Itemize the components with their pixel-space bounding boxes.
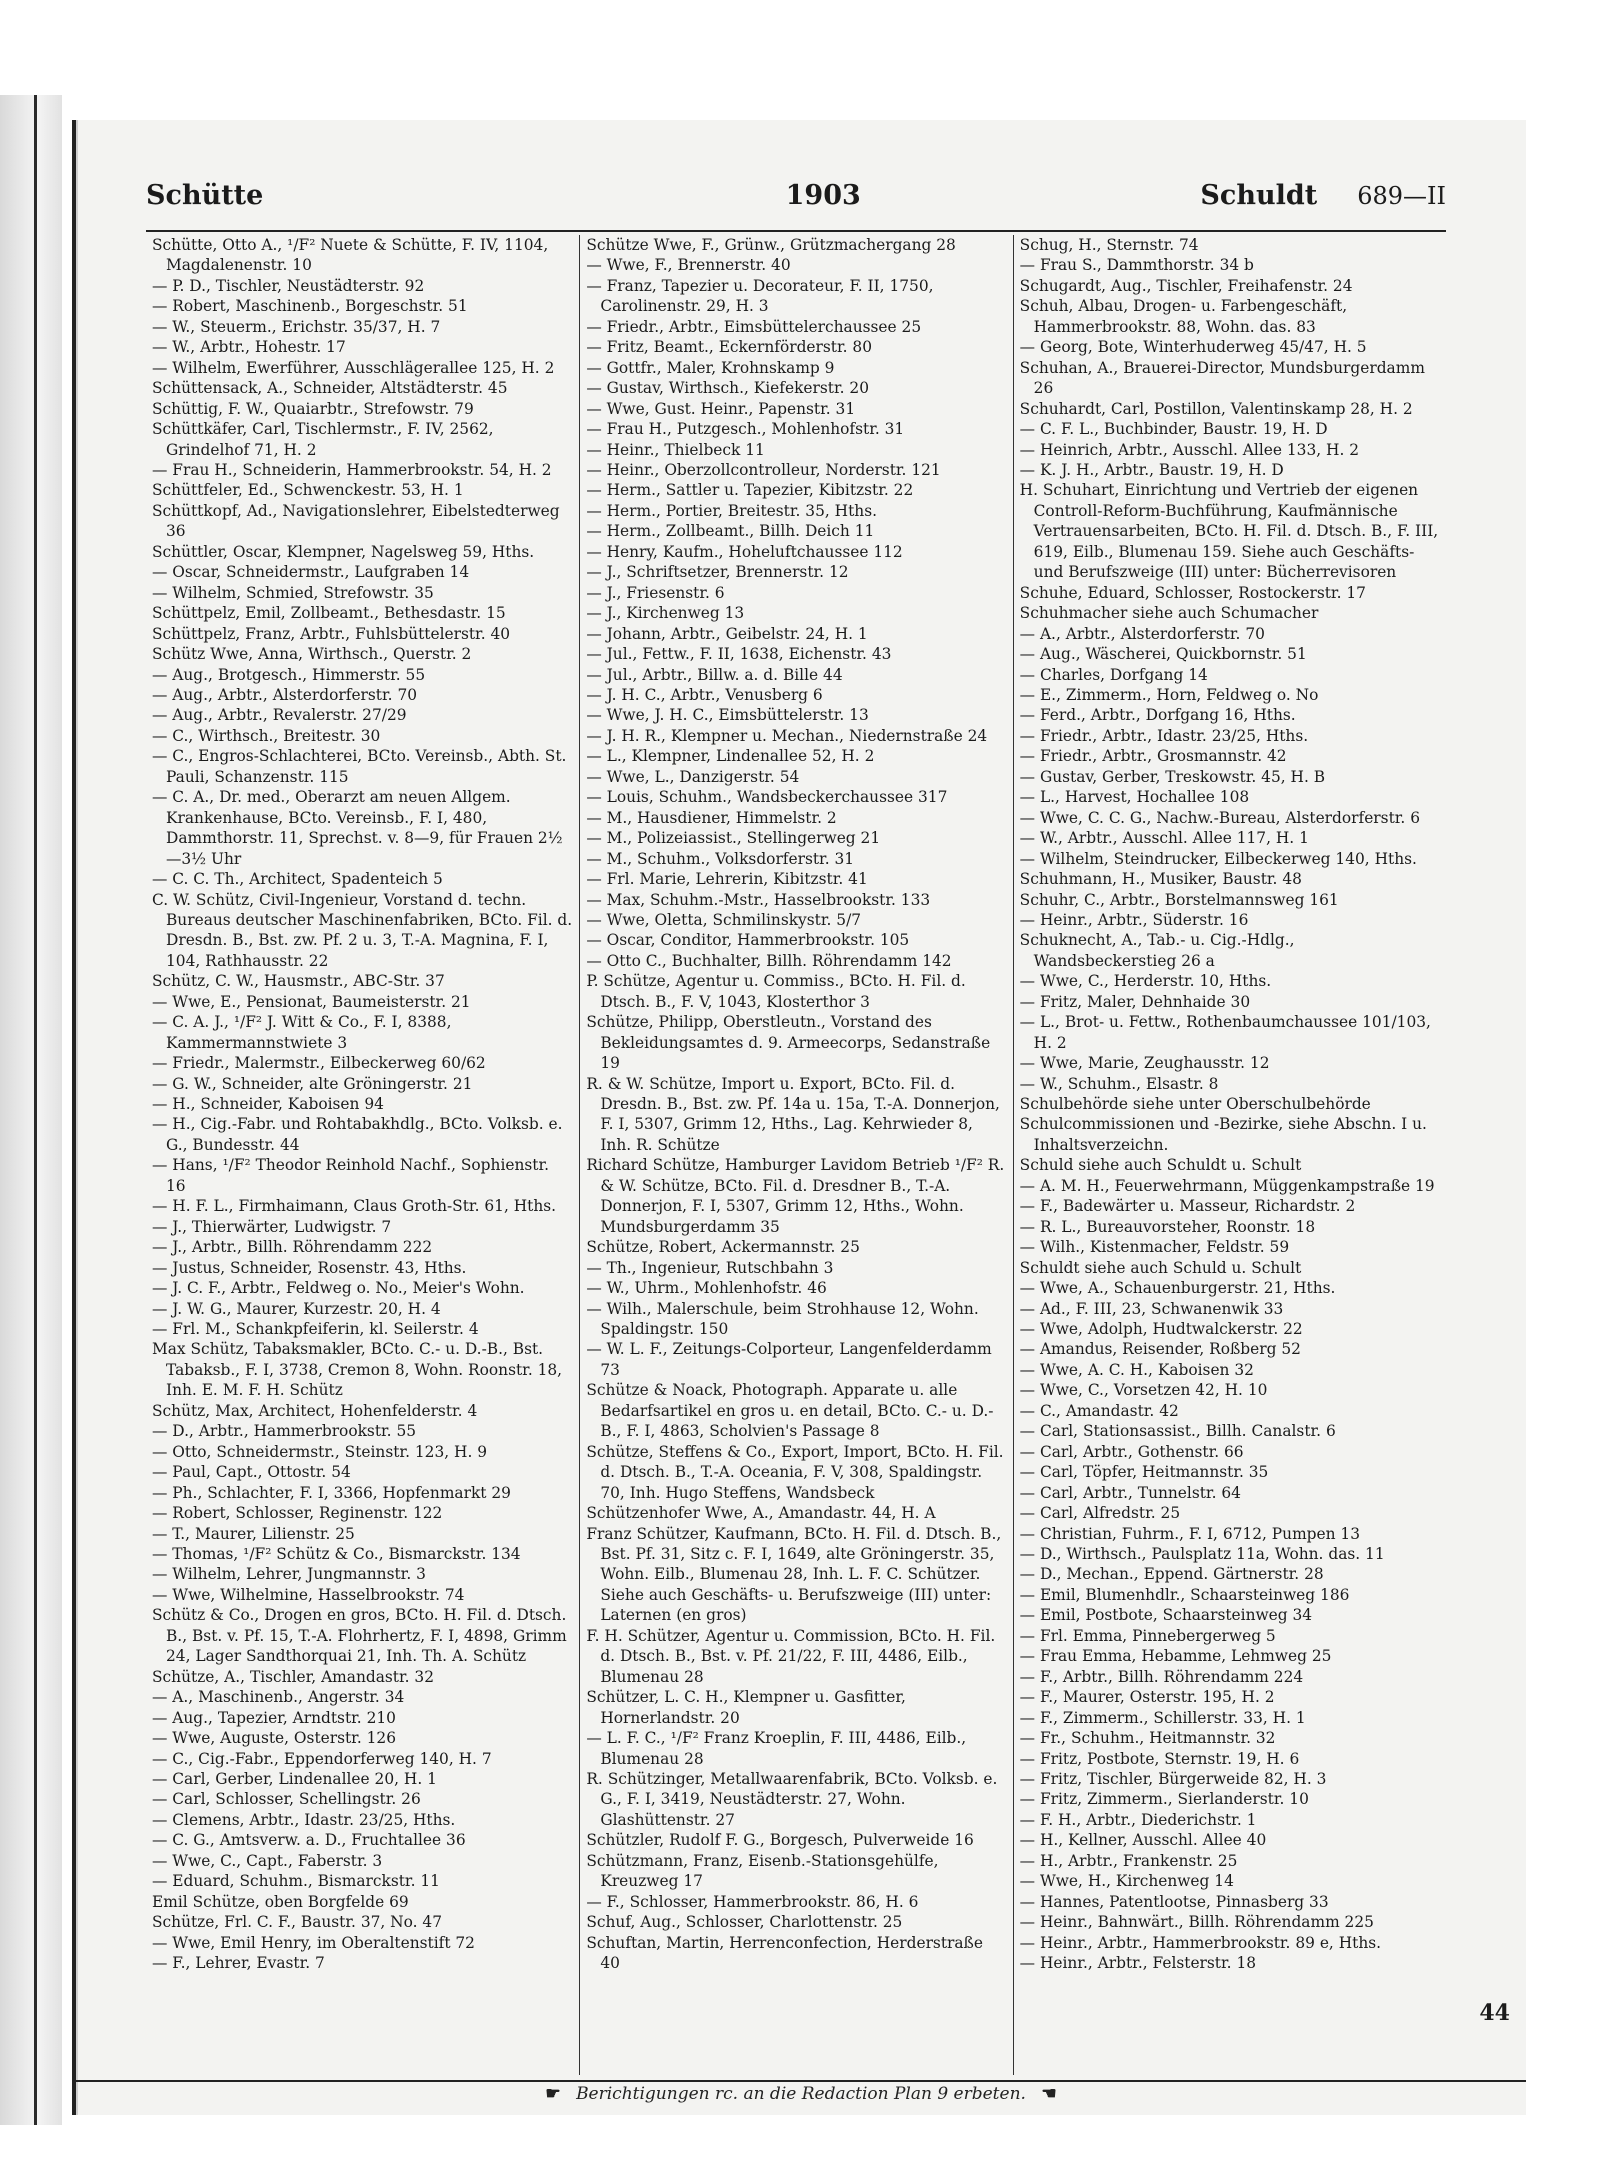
header-first-entry: Schütte (146, 180, 264, 211)
directory-entry: — Wwe, Adolph, Hudtwalckerstr. 22 (1019, 1320, 1303, 1339)
directory-entry: Schug, H., Sternstr. 74 (1019, 236, 1199, 254)
directory-entry: Schütz Wwe, Anna, Wirthsch., Querstr. 2 (152, 645, 472, 664)
directory-entry: Schützler, Rudolf F. G., Borgesch, Pulverweide 16 (586, 1831, 974, 1850)
directory-entry: — C. C. Th., Architect, Spadenteich 5 (152, 870, 443, 889)
directory-entry: — Heinr., Arbtr., Hammerbrookstr. 89 e, Hths. (1019, 1933, 1382, 1952)
directory-entry: — Franz, Tapezier u. Decorateur, F. II, 1750, Carolinenstr. 29, H. 3 (586, 276, 934, 316)
directory-entry: — Wwe, C., Vorsetzen 42, H. 10 (1019, 1381, 1268, 1400)
directory-entry: — Henry, Kaufm., Hoheluftchaussee 112 (586, 542, 903, 561)
directory-entry: Franz Schützer, Kaufmann, BCto. H. Fil. d. Dtsch. B., Bst. Pf. 31, Sitz c. F. I, 1649, alte Gröningerstr. 35, Wohn. Eilb., Blumenau 28, Inh. L. F. C. Schützer. Siehe auch Geschäfts- u. Berufszweige (III) unter: Laternen (en gros) (586, 1524, 1002, 1625)
directory-entry: — Friedr., Arbtr., Eimsbüttelerchaussee 25 (586, 317, 922, 336)
directory-entry: — Jul., Fettw., F. II, 1638, Eichenstr. 43 (586, 645, 892, 664)
page-header (146, 180, 1446, 232)
directory-entry: — Carl, Alfredstr. 25 (1019, 1504, 1181, 1523)
directory-entry: — Wwe, Oletta, Schmilinskystr. 5/7 (586, 910, 862, 929)
directory-entry: — Jul., Arbtr., Billw. a. d. Bille 44 (586, 665, 843, 684)
directory-entry: — W., Arbtr., Hohestr. 17 (152, 338, 346, 357)
directory-entry: — Wwe, F., Brennerstr. 40 (586, 256, 791, 275)
directory-entry: — Carl, Schlosser, Schellingstr. 26 (152, 1790, 421, 1809)
signature-mark: 44 (1479, 2000, 1510, 2026)
directory-entry: Schulbehörde siehe unter Oberschulbehörde (1019, 1095, 1371, 1114)
directory-entry: — Aug., Brotgesch., Himmerstr. 55 (152, 665, 426, 684)
directory-entry: — Friedr., Malermstr., Eilbeckerweg 60/62 (152, 1054, 486, 1073)
directory-entry: — Amandus, Reisender, Roßberg 52 (1019, 1340, 1301, 1359)
directory-entry: Schützmann, Franz, Eisenb.-Stationsgehülfe, Kreuzweg 17 (586, 1851, 939, 1891)
directory-entry: — J., Friesenstr. 6 (586, 583, 725, 602)
directory-entry: — C. A., Dr. med., Oberarzt am neuen Allgem. Krankenhause, BCto. Vereinsb., F. I, 480, Dammthorstr. 11, Sprechst. v. 8—9, für Frauen 2½—3½ Uhr (152, 788, 563, 868)
directory-entry: Richard Schütze, Hamburger Lavidom Betrieb ¹/F² R. & W. Schütze, BCto. Fil. d. Dresdner B., T.-A. Donnerjon, F. I, 5307, Grimm 12, Hths., Wohn. Mundsburgerdamm 35 (586, 1156, 1005, 1236)
directory-entry: Schuf, Aug., Schlosser, Charlottenstr. 25 (586, 1913, 903, 1932)
directory-entry: P. Schütze, Agentur u. Commiss., BCto. H. Fil. d. Dtsch. B., F. V, 1043, Klosterthor 3 (586, 972, 966, 1011)
directory-entry: — Wwe, Marie, Zeughausstr. 12 (1019, 1054, 1270, 1073)
directory-entry: — Wwe, E., Pensionat, Baumeisterstr. 21 (152, 992, 471, 1011)
directory-entry: — Wwe, A. C. H., Kaboisen 32 (1019, 1360, 1254, 1379)
directory-entry: Schuh, Albau, Drogen- u. Farbengeschäft, Hammerbrookstr. 88, Wohn. das. 83 (1019, 297, 1348, 336)
header-right (1200, 180, 1446, 211)
directory-page (72, 120, 1526, 2115)
directory-entry: — A. M. H., Feuerwehrmann, Müggenkampstraße 19 (1019, 1176, 1435, 1195)
directory-entry: — Otto, Schneidermstr., Steinstr. 123, H. 9 (152, 1442, 488, 1461)
directory-entry: Schüttpelz, Franz, Arbtr., Fuhlsbüttelerstr. 40 (152, 624, 511, 643)
directory-entry: — Robert, Maschinenb., Borgeschstr. 51 (152, 297, 468, 316)
directory-entry: — Herm., Zollbeamt., Billh. Deich 11 (586, 522, 875, 541)
directory-entry: — Friedr., Arbtr., Grosmannstr. 42 (1019, 747, 1287, 766)
header-year: 1903 (785, 180, 861, 211)
directory-entry: — R. L., Bureauvorsteher, Roonstr. 18 (1019, 1217, 1316, 1236)
directory-entry: Schütz, Max, Architect, Hohenfelderstr. 4 (152, 1401, 478, 1420)
pointing-hand-left-icon: ☛ (545, 2084, 561, 2104)
directory-entry: Schuhmann, H., Musiker, Baustr. 48 (1019, 870, 1302, 889)
directory-entry: — Georg, Bote, Winterhuderweg 45/47, H. 5 (1019, 338, 1367, 357)
directory-entry: — Wwe, H., Kirchenweg 14 (1019, 1872, 1234, 1891)
directory-entry: — J., Schriftsetzer, Brennerstr. 12 (586, 563, 849, 582)
directory-entry: — Robert, Schlosser, Reginenstr. 122 (152, 1504, 443, 1523)
directory-entry: — J. W. G., Maurer, Kurzestr. 20, H. 4 (152, 1299, 441, 1318)
directory-entry: — Heinr., Bahnwärt., Billh. Röhrendamm 225 (1019, 1913, 1374, 1932)
directory-entry: — Fritz, Zimmerm., Sierlanderstr. 10 (1019, 1790, 1309, 1809)
directory-entry: — F., Lehrer, Evastr. 7 (152, 1954, 325, 1973)
directory-entry: — Gustav, Gerber, Treskowstr. 45, H. B (1019, 767, 1326, 786)
directory-entry: — F., Zimmerm., Schillerstr. 33, H. 1 (1019, 1708, 1306, 1727)
directory-entry: — Emil, Blumenhdlr., Schaarsteinweg 186 (1019, 1585, 1350, 1604)
directory-entry: Schüttpelz, Emil, Zollbeamt., Bethesdastr. 15 (152, 604, 506, 623)
directory-entry: — C. G., Amtsverw. a. D., Fruchtallee 36 (152, 1831, 466, 1850)
directory-entry: — L., Klempner, Lindenallee 52, H. 2 (586, 747, 875, 766)
directory-entry: Schuhardt, Carl, Postillon, Valentinskamp 28, H. 2 (1019, 399, 1413, 418)
directory-entry: — Frl. M., Schankpfeiferin, kl. Seilerstr. 4 (152, 1320, 479, 1339)
directory-entry: — Aug., Tapezier, Arndtstr. 210 (152, 1708, 396, 1727)
directory-entry: — Wilhelm, Schmied, Strefowstr. 35 (152, 583, 434, 602)
directory-entry: Schuhr, C., Arbtr., Borstelmannsweg 161 (1019, 890, 1339, 909)
directory-entry: — Carl, Stationsassist., Billh. Canalstr. 6 (1019, 1422, 1336, 1441)
directory-entry: — Max, Schuhm.-Mstr., Hasselbrookstr. 133 (586, 890, 931, 909)
directory-entry: — Herm., Sattler u. Tapezier, Kibitzstr. 22 (586, 481, 914, 500)
directory-entry: Schulcommissionen und -Bezirke, siehe Abschn. I u. Inhaltsverzeichn. (1019, 1115, 1427, 1154)
directory-entry: Schuftan, Martin, Herrenconfection, Herderstraße 40 (586, 1933, 983, 1973)
directory-entry: — Heinr., Arbtr., Felsterstr. 18 (1019, 1954, 1257, 1973)
directory-entry: — J., Thierwärter, Ludwigstr. 7 (152, 1217, 392, 1236)
directory-entry: — Paul, Capt., Ottostr. 54 (152, 1463, 351, 1482)
directory-entry: — G. W., Schneider, alte Gröningerstr. 21 (152, 1074, 473, 1093)
directory-entry: Schugardt, Aug., Tischler, Freihafenstr. 24 (1019, 276, 1353, 295)
directory-entry: — Hannes, Patentlootse, Pinnasberg 33 (1019, 1892, 1329, 1911)
directory-entry: — Wwe, Auguste, Osterstr. 126 (152, 1729, 397, 1748)
directory-entry: — E., Zimmerm., Horn, Feldweg o. No (1019, 685, 1319, 704)
directory-entry: Schüttler, Oscar, Klempner, Nagelsweg 59, Hths. (152, 542, 535, 561)
directory-entry: — A., Arbtr., Alsterdorferstr. 70 (1019, 624, 1265, 643)
directory-entry: — K. J. H., Arbtr., Baustr. 19, H. D (1019, 460, 1284, 479)
directory-entry: — Oscar, Conditor, Hammerbrookstr. 105 (586, 931, 910, 950)
directory-entry: — W., Steuerm., Erichstr. 35/37, H. 7 (152, 317, 441, 336)
directory-entry: Schütz, C. W., Hausmstr., ABC-Str. 37 (152, 972, 445, 991)
directory-entry: — H., Schneider, Kaboisen 94 (152, 1095, 384, 1114)
directory-entry: F. H. Schützer, Agentur u. Commission, BCto. H. Fil. d. Dtsch. B., Bst. v. Pf. 21/22, F. III, 4486, Eilb., Blumenau 28 (586, 1626, 996, 1686)
directory-entry: Schütze, Frl. C. F., Baustr. 37, No. 47 (152, 1913, 443, 1932)
directory-entry: — Wilhelm, Ewerführer, Ausschlägerallee 125, H. 2 (152, 358, 555, 377)
directory-entry: — Frau Emma, Hebamme, Lehmweg 25 (1019, 1647, 1332, 1666)
directory-entry: — Frau H., Schneiderin, Hammerbrookstr. 54, H. 2 (152, 460, 552, 479)
directory-entry: — L., Harvest, Hochallee 108 (1019, 788, 1250, 807)
directory-entry: — H. F. L., Firmhaimann, Claus Groth-Str. 61, Hths. (152, 1197, 557, 1216)
directory-entry: — F., Arbtr., Billh. Röhrendamm 224 (1019, 1667, 1304, 1686)
directory-entry: R. Schützinger, Metallwaarenfabrik, BCto. Volksb. e. G., F. I, 3419, Neustädterstr. 27, Wohn. Glashüttenstr. 27 (586, 1769, 998, 1829)
directory-entry: — F., Badewärter u. Masseur, Richardstr. 2 (1019, 1197, 1356, 1216)
directory-entry: — Hans, ¹/F² Theodor Reinhold Nachf., Sophienstr. 16 (152, 1156, 550, 1195)
directory-entry: — W. L. F., Zeitungs-Colporteur, Langenfelderdamm 73 (586, 1340, 992, 1379)
directory-entry: — Wilh., Malerschule, beim Strohhause 12, Wohn. Spaldingstr. 150 (586, 1299, 979, 1339)
directory-entry: — L. F. C., ¹/F² Franz Kroeplin, F. III, 4486, Eilb., Blumenau 28 (586, 1729, 967, 1768)
directory-entry: — Aug., Arbtr., Alsterdorferstr. 70 (152, 685, 418, 704)
directory-entry: — M., Polizeiassist., Stellingerweg 21 (586, 829, 881, 848)
header-last-entry: Schuldt (1200, 180, 1318, 211)
directory-entry: — H., Arbtr., Frankenstr. 25 (1019, 1851, 1238, 1870)
directory-entry: — Heinr., Thielbeck 11 (586, 440, 765, 459)
directory-entry: Schütze, Steffens & Co., Export, Import, BCto. H. Fil. d. Dtsch. B., T.-A. Oceania, F. V, 308, Spaldingstr. 70, Inh. Hugo Steffens, Wandsbeck (586, 1442, 1004, 1502)
directory-entry: Schützenhofer Wwe, A., Amandastr. 44, H. A (586, 1504, 936, 1523)
directory-entry: — Clemens, Arbtr., Idastr. 23/25, Hths. (152, 1810, 456, 1829)
directory-entry: — Gottfr., Maler, Krohnskamp 9 (586, 358, 835, 377)
directory-entry: — W., Arbtr., Ausschl. Allee 117, H. 1 (1019, 829, 1309, 848)
directory-entry: — Wwe, L., Danzigerstr. 54 (586, 767, 800, 786)
directory-entry: Schütze, A., Tischler, Amandastr. 32 (152, 1667, 435, 1686)
directory-entry: — Wwe, C., Capt., Faberstr. 3 (152, 1851, 383, 1870)
directory-entry: — Heinr., Oberzollcontrolleur, Norderstr. 121 (586, 460, 941, 479)
directory-entry: Schüttig, F. W., Quaiarbtr., Strefowstr. 79 (152, 399, 474, 418)
directory-entry: — Charles, Dorfgang 14 (1019, 665, 1208, 684)
directory-entry: — Aug., Wäscherei, Quickbornstr. 51 (1019, 645, 1307, 664)
directory-entry: — Fritz, Tischler, Bürgerweide 82, H. 3 (1019, 1769, 1327, 1788)
directory-entry: — J., Kirchenweg 13 (586, 604, 745, 623)
directory-entry: — Heinrich, Arbtr., Ausschl. Allee 133, H. 2 (1019, 440, 1360, 459)
directory-columns (146, 235, 1446, 2075)
directory-entry: — Wilhelm, Lehrer, Jungmannstr. 3 (152, 1565, 426, 1584)
directory-entry: — Eduard, Schuhm., Bismarckstr. 11 (152, 1872, 440, 1891)
directory-entry: Max Schütz, Tabaksmakler, BCto. C.- u. D.-B., Bst. Tabaksb., F. I, 3738, Cremon 8, Wohn. Roonstr. 18, Inh. E. M. F. H. Schütz (152, 1340, 563, 1400)
directory-entry: Schuld siehe auch Schuldt u. Schult (1019, 1156, 1302, 1175)
directory-entry: Emil Schütze, oben Borgfelde 69 (152, 1892, 409, 1911)
directory-entry: — Fritz, Maler, Dehnhaide 30 (1019, 992, 1251, 1011)
directory-entry: — Justus, Schneider, Rosenstr. 43, Hths. (152, 1258, 467, 1277)
directory-entry: — Wilhelm, Steindrucker, Eilbeckerweg 140, Hths. (1019, 849, 1417, 868)
directory-entry: — Emil, Postbote, Schaarsteinweg 34 (1019, 1606, 1313, 1625)
directory-entry: — Thomas, ¹/F² Schütz & Co., Bismarckstr. 134 (152, 1545, 521, 1563)
directory-entry: — Wwe, A., Schauenburgerstr. 21, Hths. (1019, 1279, 1336, 1298)
directory-entry: — Ferd., Arbtr., Dorfgang 16, Hths. (1019, 706, 1296, 725)
directory-entry: — Otto C., Buchhalter, Billh. Röhrendamm 142 (586, 951, 952, 970)
directory-entry: — Frl. Emma, Pinnebergerweg 5 (1019, 1626, 1276, 1645)
directory-entry: H. Schuhart, Einrichtung und Vertrieb der eigenen Controll-Reform-Buchführung, Kaufmännische Vertrauensarbeiten, BCto. H. Fil. d. Dtsch. B., F. III, 619, Eilb., Blumenau 159. Siehe auch Geschäfts- und Berufszweige (III) unter: Bücherrevisoren (1019, 481, 1439, 582)
directory-entry: Schüttkäfer, Carl, Tischlermstr., F. IV, 2562, Grindelhof 71, H. 2 (152, 420, 494, 459)
directory-entry: — Carl, Arbtr., Tunnelstr. 64 (1019, 1483, 1241, 1502)
directory-entry: Schütz & Co., Drogen en gros, BCto. H. Fil. d. Dtsch. B., Bst. v. Pf. 15, T.-A. Flohrhertz, F. I, 4898, Grimm 24, Lager Sandthorquai 21, Inh. Th. A. Schütz (152, 1606, 567, 1666)
directory-entry: — Johann, Arbtr., Geibelstr. 24, H. 1 (586, 624, 868, 643)
directory-entry: Schuhan, A., Brauerei-Director, Mundsburgerdamm 26 (1019, 358, 1425, 398)
column-2 (579, 235, 1012, 2075)
directory-entry: — Th., Ingenieur, Rutschbahn 3 (586, 1258, 834, 1277)
directory-entry: Schütte, Otto A., ¹/F² Nuete & Schütte, F. IV, 1104, Magdalenenstr. 10 (152, 236, 549, 275)
column-3 (1013, 235, 1446, 2075)
pointing-hand-right-icon: ☚ (1041, 2084, 1057, 2104)
directory-entry: — D., Mechan., Eppend. Gärtnerstr. 28 (1019, 1565, 1324, 1584)
directory-entry: — L., Brot- u. Fettw., Rothenbaumchaussee 101/103, H. 2 (1019, 1013, 1431, 1052)
directory-entry: — A., Maschinenb., Angerstr. 34 (152, 1688, 405, 1707)
directory-entry: Schützer, L. C. H., Klempner u. Gasfitter, Hornerlandstr. 20 (586, 1688, 906, 1727)
directory-entry: Schuhe, Eduard, Schlosser, Rostockerstr. 17 (1019, 583, 1366, 602)
book-gutter (34, 95, 37, 2125)
directory-entry: — Herm., Portier, Breitestr. 35, Hths. (586, 501, 877, 520)
directory-entry: — J. H. C., Arbtr., Venusberg 6 (586, 685, 823, 704)
directory-entry: — H., Kellner, Ausschl. Allee 40 (1019, 1831, 1267, 1850)
column-1 (146, 235, 579, 2075)
directory-entry: — Christian, Fuhrm., F. I, 6712, Pumpen 13 (1019, 1524, 1361, 1543)
directory-entry: — Frau H., Putzgesch., Mohlenhofstr. 31 (586, 420, 905, 439)
adjacent-page-edge (0, 95, 62, 2125)
directory-entry: — C., Amandastr. 42 (1019, 1401, 1179, 1420)
directory-entry: — J. H. R., Klempner u. Mechan., Niedernstraße 24 (586, 726, 988, 745)
page-footer (76, 2080, 1526, 2114)
directory-entry: Schütze, Robert, Ackermannstr. 25 (586, 1238, 860, 1257)
directory-entry: — D., Wirthsch., Paulsplatz 11a, Wohn. das. 11 (1019, 1545, 1385, 1563)
directory-entry: — Carl, Töpfer, Heitmannstr. 35 (1019, 1463, 1269, 1482)
directory-entry: Schütze, Philipp, Oberstleutn., Vorstand des Bekleidungsamtes d. 9. Armeecorps, Sedanstraße 19 (586, 1013, 991, 1073)
directory-entry: — D., Arbtr., Hammerbrookstr. 55 (152, 1422, 417, 1441)
directory-entry: — Gustav, Wirthsch., Kiefekerstr. 20 (586, 379, 870, 398)
directory-entry: — J. C. F., Arbtr., Feldweg o. No., Meier's Wohn. (152, 1279, 525, 1298)
directory-entry: — Wwe, Gust. Heinr., Papenstr. 31 (586, 399, 856, 418)
directory-entry: — M., Hausdiener, Himmelstr. 2 (586, 808, 837, 827)
directory-entry: — Wwe, C., Herderstr. 10, Hths. (1019, 972, 1272, 991)
directory-entry: — Wwe, C. C. G., Nachw.-Bureau, Alsterdorferstr. 6 (1019, 808, 1420, 827)
directory-entry: — H., Cig.-Fabr. und Rohtabakhdlg., BCto. Volksb. e. G., Bundesstr. 44 (152, 1115, 563, 1154)
directory-entry: — Oscar, Schneidermstr., Laufgraben 14 (152, 563, 470, 582)
directory-entry: — C., Engros-Schlachterei, BCto. Vereinsb., Abth. St. Pauli, Schanzenstr. 115 (152, 747, 567, 786)
directory-entry: — J., Arbtr., Billh. Röhrendamm 222 (152, 1238, 433, 1257)
directory-entry: — Friedr., Arbtr., Idastr. 23/25, Hths. (1019, 726, 1309, 745)
directory-entry: — Wwe, Emil Henry, im Oberaltenstift 72 (152, 1933, 475, 1952)
directory-entry: Schüttkopf, Ad., Navigationslehrer, Eibelstedterweg 36 (152, 501, 560, 541)
directory-entry: Schütze Wwe, F., Grünw., Grützmachergang 28 (586, 236, 956, 254)
directory-entry: — Ad., F. III, 23, Schwanenwik 33 (1019, 1299, 1284, 1318)
directory-entry: — W., Schuhm., Elsastr. 8 (1019, 1074, 1219, 1093)
directory-entry: Schüttfeler, Ed., Schwenckestr. 53, H. 1 (152, 481, 464, 500)
directory-entry: — M., Schuhm., Volksdorferstr. 31 (586, 849, 855, 868)
directory-entry: R. & W. Schütze, Import u. Export, BCto. Fil. d. Dresdn. B., Bst. zw. Pf. 14a u. 15a, T.-A. Donnerjon, F. I, 5307, Grimm 12, Hths., Lag. Kehrwieder 8, Inh. R. Schütze (586, 1074, 1000, 1154)
directory-entry: — F. H., Arbtr., Diederichstr. 1 (1019, 1810, 1257, 1829)
directory-entry: — Carl, Arbtr., Gothenstr. 66 (1019, 1442, 1244, 1461)
directory-entry: — Carl, Gerber, Lindenallee 20, H. 1 (152, 1769, 437, 1788)
directory-entry: Schuldt siehe auch Schuld u. Schult (1019, 1258, 1302, 1277)
directory-entry: Schütze & Noack, Photograph. Apparate u. alle Bedarfsartikel en gros u. en detail, BCto. C.- u. D.-B., F. I, 4863, Scholvien's Passage 8 (586, 1381, 994, 1441)
directory-entry: C. W. Schütz, Civil-Ingenieur, Vorstand d. techn. Bureaus deutscher Maschinenfabriken, BCto. Fil. d. Dresdn. B., Bst. zw. Pf. 2 u. 3, T.-A. Magnina, F. I, 104, Rathhausstr. 22 (152, 890, 573, 970)
page-number: 689—II (1357, 182, 1446, 210)
directory-entry: Schüttensack, A., Schneider, Altstädterstr. 45 (152, 379, 508, 398)
directory-entry: — Frau S., Dammthorstr. 34 b (1019, 256, 1254, 275)
directory-entry: — P. D., Tischler, Neustädterstr. 92 (152, 276, 425, 295)
directory-entry: — Frl. Marie, Lehrerin, Kibitzstr. 41 (586, 870, 868, 889)
directory-entry: — Fritz, Postbote, Sternstr. 19, H. 6 (1019, 1749, 1300, 1768)
directory-entry: — C. A. J., ¹/F² J. Witt & Co., F. I, 8388, Kammermannstwiete 3 (152, 1013, 452, 1052)
directory-entry: — Aug., Arbtr., Revalerstr. 27/29 (152, 706, 407, 725)
directory-entry: — F., Schlosser, Hammerbrookstr. 86, H. 6 (586, 1892, 919, 1911)
directory-entry: — C., Wirthsch., Breitestr. 30 (152, 726, 381, 745)
directory-entry: — Fritz, Beamt., Eckernförderstr. 80 (586, 338, 873, 357)
directory-entry: — Heinr., Arbtr., Süderstr. 16 (1019, 910, 1249, 929)
directory-entry: — F., Maurer, Osterstr. 195, H. 2 (1019, 1688, 1275, 1707)
directory-entry: Schuknecht, A., Tab.- u. Cig.-Hdlg., Wandsbeckerstieg 26 a (1019, 931, 1295, 970)
directory-entry: Schuhmacher siehe auch Schumacher (1019, 604, 1319, 623)
directory-entry: — Fr., Schuhm., Heitmannstr. 32 (1019, 1729, 1276, 1748)
directory-entry: — Ph., Schlachter, F. I, 3366, Hopfenmarkt 29 (152, 1483, 511, 1502)
directory-entry: — T., Maurer, Lilienstr. 25 (152, 1524, 355, 1543)
directory-entry: — Wilh., Kistenmacher, Feldstr. 59 (1019, 1238, 1290, 1257)
footer-note: Berichtigungen rc. an die Redaction Plan 9 erbeten. (576, 2084, 1026, 2104)
directory-entry: — C. F. L., Buchbinder, Baustr. 19, H. D (1019, 420, 1328, 439)
directory-entry: — Wwe, J. H. C., Eimsbüttelerstr. 13 (586, 706, 869, 725)
directory-entry: — W., Uhrm., Mohlenhofstr. 46 (586, 1279, 827, 1298)
directory-entry: — C., Cig.-Fabr., Eppendorferweg 140, H. 7 (152, 1749, 492, 1768)
directory-entry: — Louis, Schuhm., Wandsbeckerchaussee 317 (586, 788, 948, 807)
directory-entry: — Wwe, Wilhelmine, Hasselbrookstr. 74 (152, 1585, 465, 1604)
